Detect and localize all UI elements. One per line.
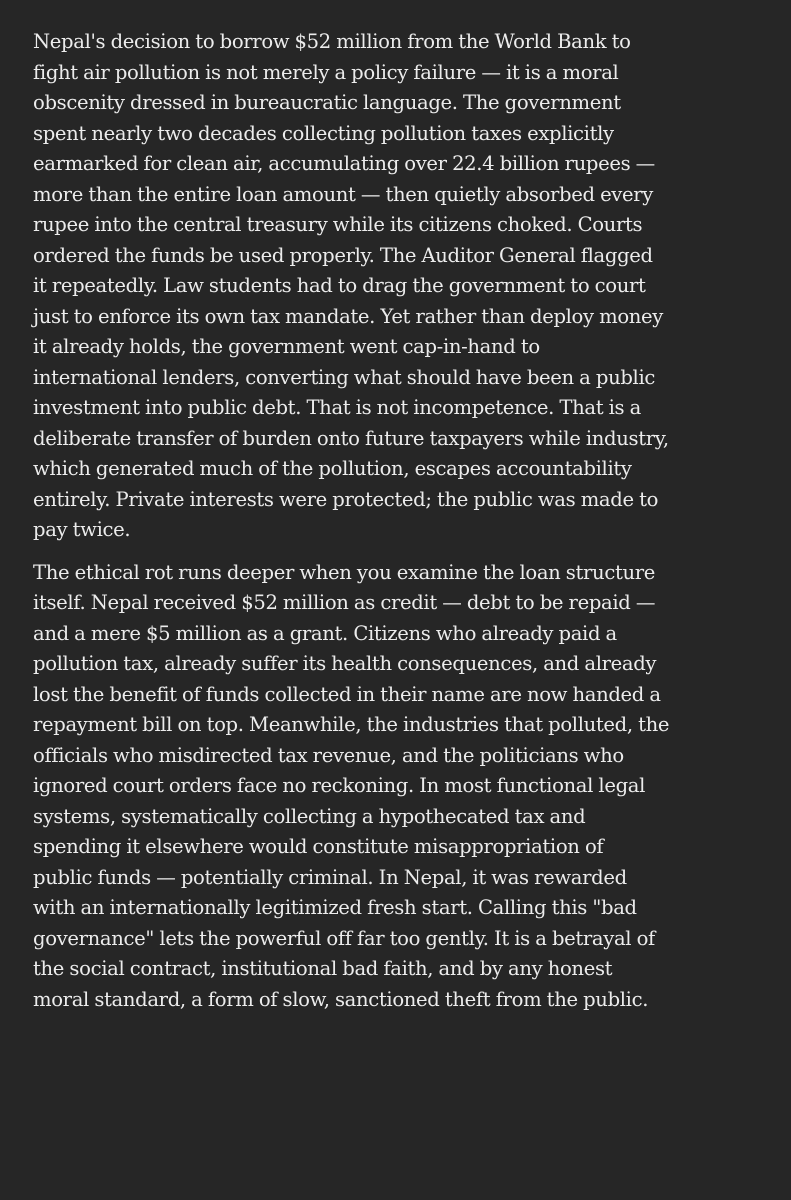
text-line: ignored court orders face no reckoning. In most functional legal — [33, 774, 646, 797]
text-line: with an internationally legitimized fresh start. Calling this "bad — [33, 896, 637, 919]
text-line: and a mere $5 million as a grant. Citizens who already paid a — [33, 621, 617, 645]
text-line: international lenders, converting what should have been a public — [33, 365, 656, 389]
text-line: pay twice. — [33, 518, 131, 541]
text-line: rupee into the central treasury while its citizens choked. Courts — [33, 213, 643, 236]
text-line: spent nearly two decades collecting pollution taxes explicitly — [33, 121, 614, 145]
text-line: which generated much of the pollution, escapes accountability — [33, 457, 632, 480]
text-line: ordered the funds be used properly. The Auditor General flagged — [33, 243, 653, 267]
text-line: spending it elsewhere would constitute misappropriation of — [33, 835, 604, 858]
text-line: itself. Nepal received $52 million as credit — debt to be repaid — — [33, 591, 656, 614]
text-line: public funds — potentially criminal. In Nepal, it was rewarded — [33, 865, 627, 889]
article-body — [33, 27, 778, 1015]
text-line: lost the benefit of funds collected in their name are now handed a — [33, 682, 661, 706]
text-line: pollution tax, already suffer its health consequences, and already — [33, 652, 657, 675]
text-line: obscenity dressed in bureaucratic language. The government — [33, 91, 621, 114]
text-line: deliberate transfer of burden onto future taxpayers while industry, — [33, 426, 669, 450]
text-line: earmarked for clean air, accumulating over 22.4 billion rupees — — [33, 152, 655, 175]
text-line: moral standard, a form of slow, sanctioned theft from the public. — [33, 987, 649, 1011]
text-line: governance" lets the powerful off far too gently. It is a betrayal of — [33, 926, 655, 950]
text-line: officials who misdirected tax revenue, and the politicians who — [33, 743, 624, 767]
text-line: repayment bill on top. Meanwhile, the industries that polluted, the — [33, 713, 670, 736]
text-line: entirely. Private interests were protected; the public was made to — [33, 487, 659, 511]
text-line: it already holds, the government went cap-in-hand to — [33, 335, 540, 358]
text-line: the social contract, institutional bad faith, and by any honest — [33, 957, 613, 980]
paragraph-1 — [33, 27, 778, 546]
text-line: The ethical rot runs deeper when you examine the loan structure — [33, 560, 656, 584]
text-line: more than the entire loan amount — then quietly absorbed every — [33, 182, 654, 206]
text-line: fight air pollution is not merely a policy failure — it is a moral — [33, 60, 619, 84]
text-line: just to enforce its own tax mandate. Yet rather than deploy money — [33, 304, 664, 328]
text-line: Nepal's decision to borrow $52 million from the World Bank to — [33, 30, 631, 53]
text-line: systems, systematically collecting a hypothecated tax and — [33, 804, 586, 828]
text-line: investment into public debt. That is not incompetence. That is a — [33, 396, 641, 419]
text-line: it repeatedly. Law students had to drag the government to court — [33, 274, 646, 297]
paragraph-2 — [33, 558, 778, 1016]
